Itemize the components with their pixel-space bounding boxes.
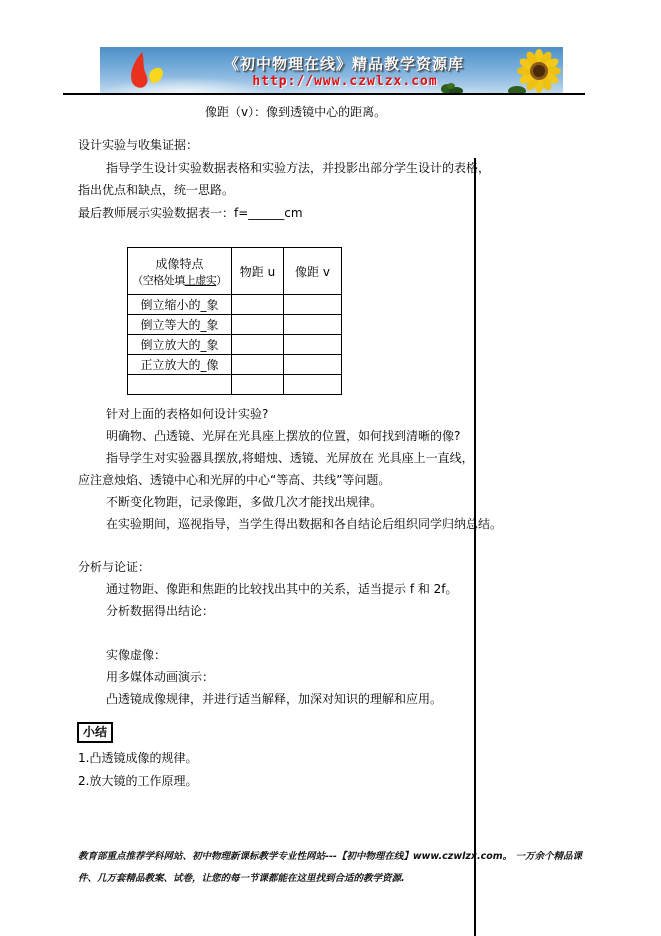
header-divider (63, 93, 585, 95)
sunflower-icon (503, 47, 563, 95)
empty-cell (232, 295, 284, 315)
row-label (128, 375, 232, 395)
paragraph: 不断变化物距，记录像距，多做几次才能找出规律。 (106, 495, 383, 509)
table-row (128, 335, 342, 355)
paragraph: 指出优点和缺点，统一思路。 (78, 183, 235, 197)
analysis-section-heading: 分析与论证： (78, 560, 151, 574)
paragraph: 凸透镜成像规律，并进行适当解释，加深对知识的理解和应用。 (106, 692, 443, 706)
empty-cell (232, 335, 284, 355)
experiment-data-table (127, 247, 342, 395)
header-image-distance: 像距 v (284, 248, 342, 295)
definition-image-distance: 像距（v）：像到透镜中心的距离。 (205, 105, 387, 119)
row-label: 倒立放大的_象 (128, 335, 232, 355)
header-imaging-features (128, 248, 232, 295)
header-line1: 成像特点 (155, 256, 204, 271)
header-object-distance: 物距 u (232, 248, 284, 295)
empty-cell (284, 295, 342, 315)
empty-cell (284, 355, 342, 375)
paragraph: 在实验期间，巡视指导，当学生得出数据和各自结论后组织同学归纳总结。 (106, 517, 503, 531)
empty-cell (232, 355, 284, 375)
paragraph: 应注意烛焰、透镜中心和光屏的中心“等高、共线”等问题。 (78, 473, 391, 487)
empty-cell (232, 375, 284, 395)
empty-cell (284, 335, 342, 355)
row-label: 正立放大的_像 (128, 355, 232, 375)
paragraph: 明确物、凸透镜、光屏在光具座上摆放的位置，如何找到清晰的像? (106, 429, 461, 443)
vertical-rule (474, 158, 476, 936)
row-label: 倒立等大的_象 (128, 315, 232, 335)
banner-url: http://www.czwlzx.com (252, 74, 438, 89)
header-line2: （空格处填上虚实） (132, 273, 227, 287)
site-banner (100, 47, 563, 95)
design-section-heading: 设计实验与收集证据： (78, 138, 199, 152)
footer-note: 教育部重点推荐学科网站、初中物理新课标教学专业性网站---【初中物理在线】www.czwlzx.com。 一万余个精品课件、几万套精品教案、试卷，让您的每一节课都能在这里找到合适的教学资源. (78, 851, 582, 884)
paragraph: 用多媒体动画演示： (106, 670, 215, 684)
flame-logo-icon (124, 50, 168, 92)
table-row (128, 355, 342, 375)
table-row (128, 295, 342, 315)
paragraph: 实像虚像： (106, 648, 167, 662)
table-row (128, 375, 342, 395)
focal-length-blank-line: 最后教师展示实验数据表一：f=______cm (78, 206, 303, 220)
empty-cell (232, 315, 284, 335)
summary-item: 1.凸透镜成像的规律。 (78, 751, 198, 765)
table-header-row (128, 248, 342, 295)
empty-cell (284, 315, 342, 335)
paragraph: 指导学生对实验器具摆放,将蜡烛、透镜、光屏放在 光具座上一直线， (106, 451, 474, 465)
paragraph: 针对上面的表格如何设计实验? (106, 407, 269, 421)
table-row (128, 315, 342, 335)
summary-item: 2.放大镜的工作原理。 (78, 774, 198, 788)
paragraph: 通过物距、像距和焦距的比较找出其中的关系，适当提示 f 和 2f。 (106, 582, 458, 596)
paragraph: 分析数据得出结论： (106, 604, 215, 618)
summary-box-label: 小结 (77, 722, 113, 743)
paragraph: 指导学生设计实验数据表格和实验方法，并投影出部分学生设计的表格， (106, 161, 491, 175)
row-label: 倒立缩小的_象 (128, 295, 232, 315)
empty-cell (284, 375, 342, 395)
banner-title: 《初中物理在线》精品教学资源库 (223, 55, 464, 73)
